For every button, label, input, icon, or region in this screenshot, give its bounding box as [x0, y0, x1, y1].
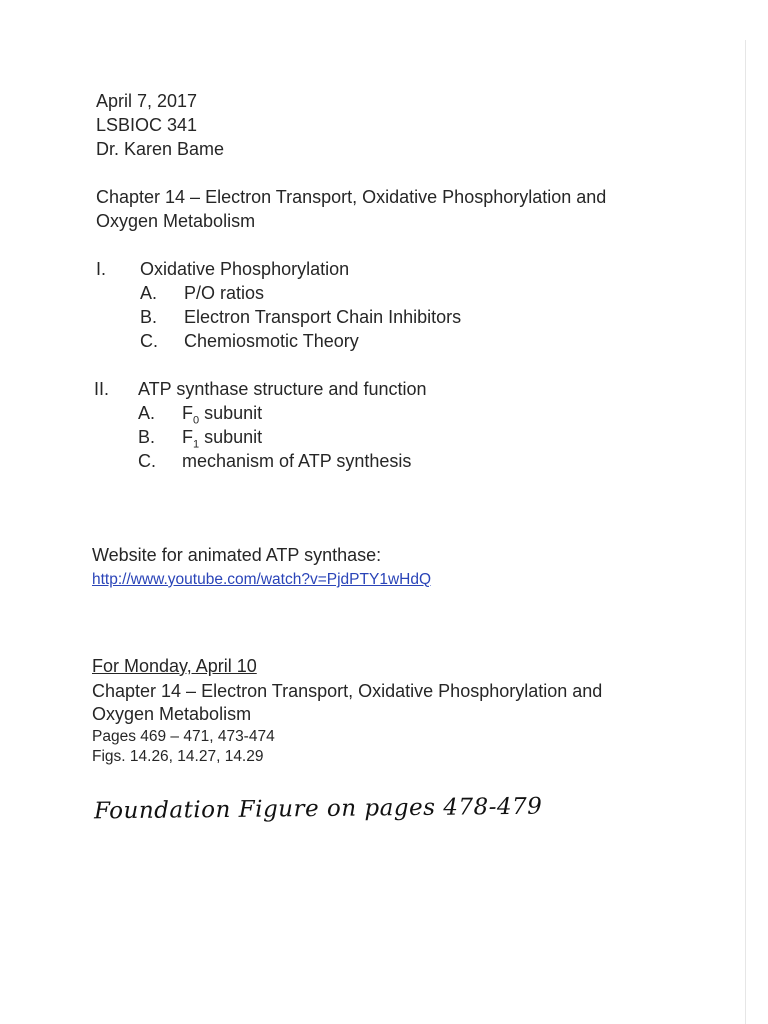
f0-symbol: F — [182, 403, 193, 423]
section-1-item-a-letter: A. — [140, 283, 158, 303]
assignment-heading: For Monday, April 10 — [92, 656, 257, 676]
section-1-item-b-letter: B. — [140, 307, 158, 327]
f0-subscript: 0 — [193, 414, 200, 427]
scan-edge-line — [745, 40, 746, 1024]
section-2-item-c: mechanism of ATP synthesis — [182, 451, 412, 471]
section-1-item-c: Chemiosmotic Theory — [184, 331, 359, 351]
chapter-title-line1: Chapter 14 – Electron Transport, Oxidative Phosphorylation and — [96, 187, 607, 207]
website-label: Website for animated ATP synthase: — [92, 545, 382, 565]
section-1-item-b: Electron Transport Chain Inhibitors — [184, 307, 462, 327]
website-link-container — [92, 567, 431, 591]
f0-subunit-label: subunit — [199, 403, 263, 423]
chapter-title-line2: Oxygen Metabolism — [96, 211, 256, 231]
header-instructor: Dr. Karen Bame — [96, 139, 225, 159]
assignment-pages: Pages 469 – 471, 473-474 — [92, 728, 275, 745]
f1-symbol: F — [182, 427, 193, 447]
section-2-numeral: II. — [94, 379, 110, 399]
section-1-numeral: I. — [96, 259, 107, 279]
f1-subunit-label: subunit — [199, 427, 263, 447]
header-date: April 7, 2017 — [96, 91, 198, 111]
section-2-item-c-letter: C. — [138, 451, 156, 471]
section-1-item-c-letter: C. — [140, 331, 158, 351]
section-2-item-b-letter: B. — [138, 427, 156, 447]
header-course: LSBIOC 341 — [96, 115, 198, 135]
f1-subscript: 1 — [193, 438, 200, 451]
assignment-chapter-line2: Oxygen Metabolism — [92, 704, 252, 724]
section-1-item-a: P/O ratios — [184, 283, 265, 303]
section-2-title: ATP synthase structure and function — [138, 379, 427, 399]
handwritten-note: Foundation Figure on pages 478-479 — [93, 793, 543, 825]
website-link[interactable]: http://www.youtube.com/watch?v=PjdPTY1wHdQ — [92, 571, 432, 588]
assignment-chapter-line1: Chapter 14 – Electron Transport, Oxidative Phosphorylation and — [92, 681, 603, 701]
section-2-item-a-letter: A. — [138, 403, 156, 423]
section-1-title: Oxidative Phosphorylation — [140, 259, 350, 279]
assignment-figs: Figs. 14.26, 14.27, 14.29 — [92, 748, 264, 765]
